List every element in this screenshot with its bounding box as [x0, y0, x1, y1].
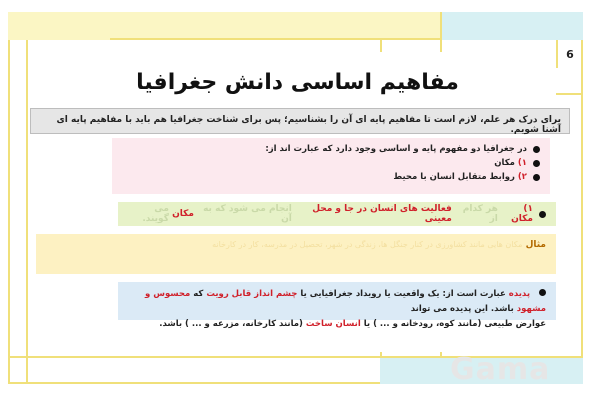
watermark-logo: Gama	[450, 352, 551, 387]
phenomenon-text: عبارت است از: یک واقعیت یا رویداد جغرافیایی یا	[300, 289, 506, 299]
definition-text: می گویند.	[142, 204, 169, 224]
concepts-intro: در جغرافیا دو مفهوم پایه و اساسی وجود دارد که عبارت اند از:	[265, 144, 527, 154]
concepts-box	[112, 138, 550, 194]
bullet-icon	[533, 146, 540, 153]
item-text: مکان	[494, 158, 515, 168]
phenomenon-highlight: انسان ساخت	[305, 319, 361, 329]
phenomenon-text: که	[193, 289, 204, 299]
phenomenon-text: باشد. این پدیده می تواند	[410, 304, 514, 314]
phenomenon-box	[118, 282, 556, 329]
frame-band	[8, 356, 380, 384]
intro-text: برای درک هر علم، لازم است تا مفاهیم پایه ای آن را بشناسیم؛ پس برای شناخت جغرافیا هم باید با مفاهیم پایه ای آشنا شویم.	[30, 108, 570, 134]
item-text: روابط متقابل انسان با محیط	[393, 172, 515, 182]
definition-text: هر کدام از	[462, 204, 498, 224]
example-label: مثال	[525, 240, 546, 250]
item-number: ۱)	[517, 158, 527, 168]
definition-text: انجام می شود که به آن	[203, 204, 292, 224]
phenomenon-highlight: چشم انداز قابل رویت	[206, 289, 298, 299]
example-text: مکان هایی مانند کشاورزی در کنار جنگل ها، زندگی در شهر، تحصیل در مدرسه، کار در کارخانه	[212, 240, 523, 249]
definition-term: مکان	[172, 209, 194, 219]
bullet-icon	[539, 289, 546, 296]
phenomenon-text: عوارض طبیعی (مانند کوه، رودخانه و ... ) یا	[363, 319, 546, 329]
place-definition-box	[118, 202, 556, 226]
example-box	[36, 234, 556, 274]
phenomenon-highlight: محسوس و مشهود	[144, 289, 546, 314]
list-item	[122, 172, 540, 182]
frame-line	[26, 40, 28, 384]
page-number: 6	[566, 48, 574, 61]
frame-band	[8, 12, 110, 40]
list-item	[122, 158, 540, 168]
phenomenon-text: (مانند کارخانه، مزرعه و ... ) باشد.	[159, 319, 303, 329]
phenomenon-label: پدیده	[508, 289, 531, 299]
bullet-icon	[533, 160, 540, 167]
frame-band	[110, 12, 440, 40]
list-item	[122, 144, 540, 154]
bullet-icon	[533, 174, 540, 181]
definition-highlight: فعالیت های انسان در جا و محل معینی	[312, 204, 452, 224]
definition-label: ۱) مکان	[511, 204, 533, 224]
item-number: ۲)	[517, 172, 527, 182]
frame-band-cyan	[440, 12, 583, 40]
bullet-icon	[539, 211, 546, 218]
page-title: مفاهیم اساسی دانش جغرافیا	[136, 70, 459, 95]
